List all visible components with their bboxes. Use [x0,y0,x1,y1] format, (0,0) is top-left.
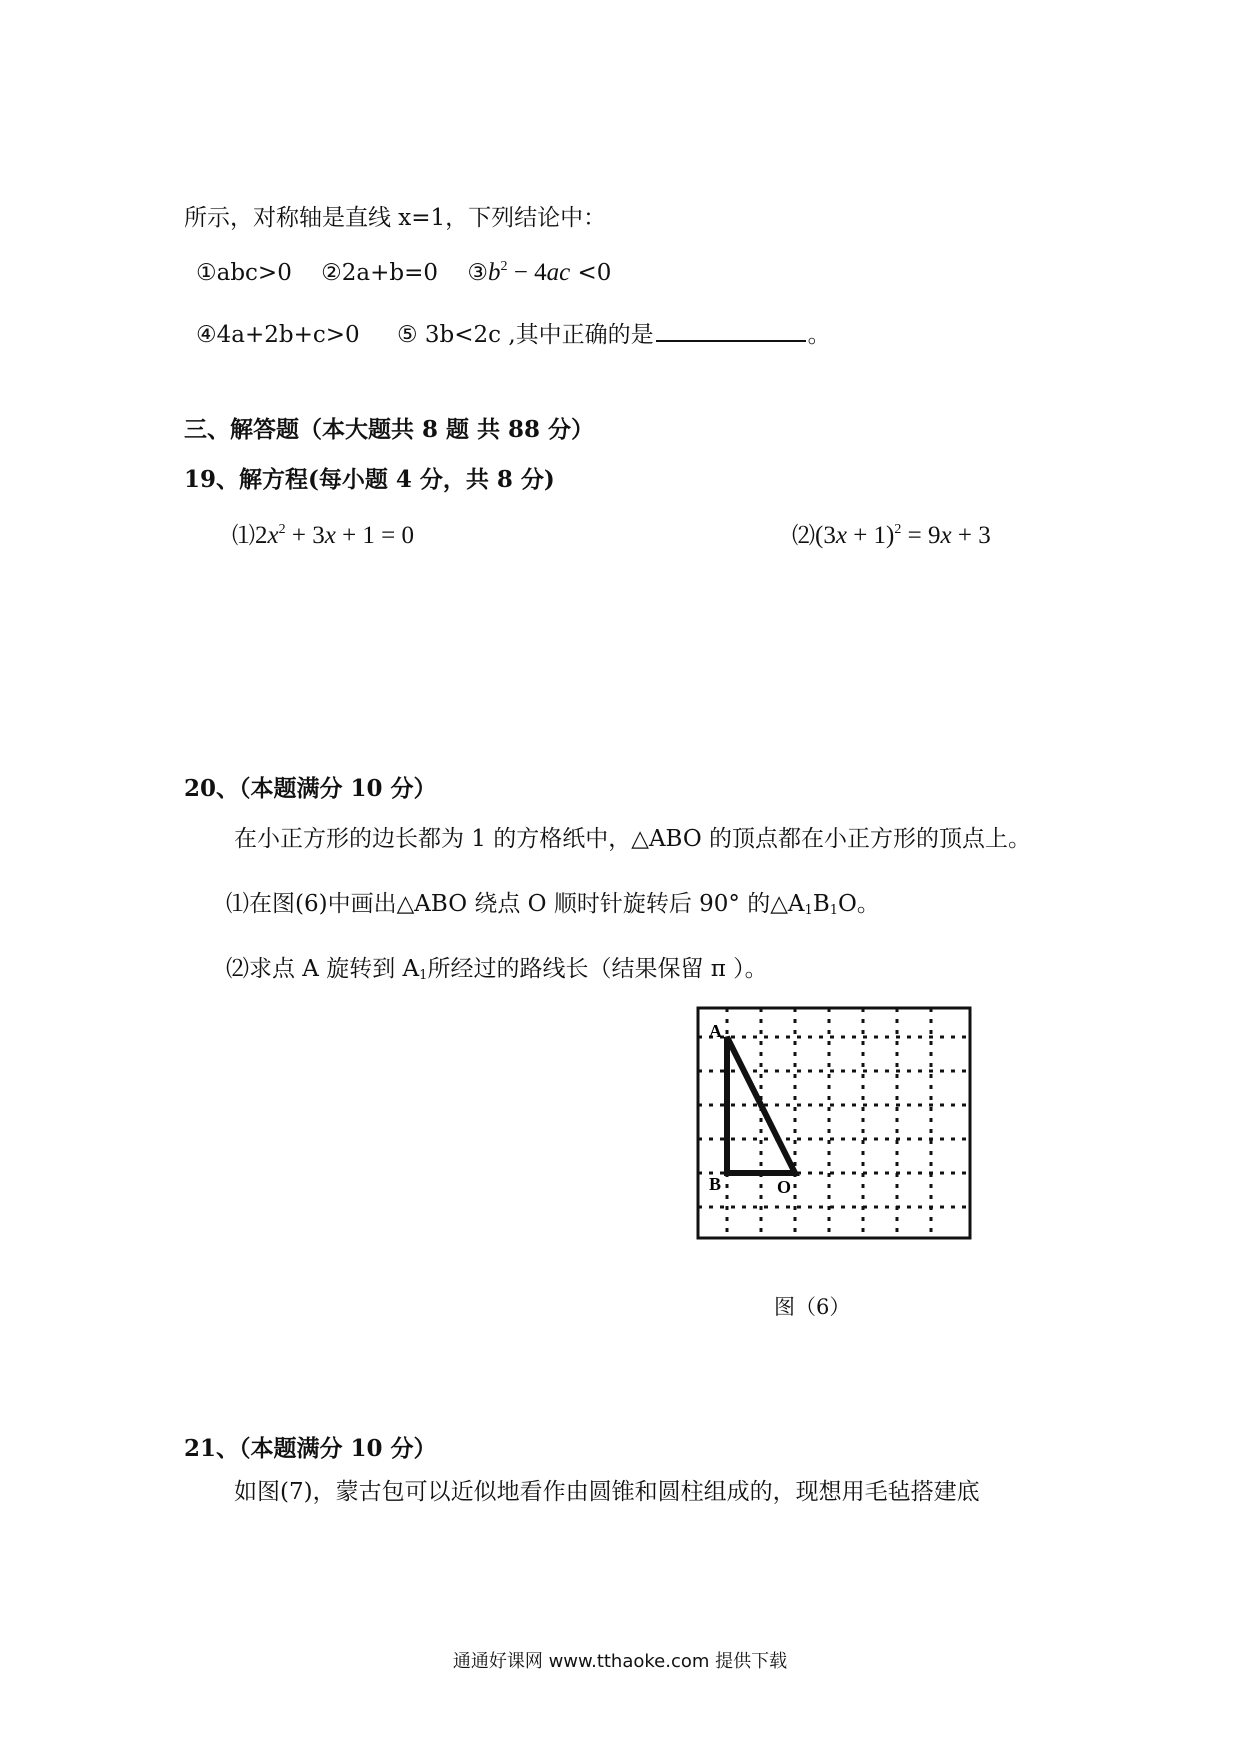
term: (3 [815,522,836,549]
coef: 2 [255,522,268,549]
part1-text: ⑴在图(6)中画出△ABO 绕点 O 顺时针旋转后 90° 的△A [226,891,805,917]
var-x: x [835,522,847,549]
q19-part1 [232,523,414,548]
var-ac: ac [546,259,571,286]
q20-part2 [226,958,768,981]
page-footer: 通通好课网 www.tthaoke.com 提供下载 [452,1651,788,1672]
answer-blank[interactable] [656,320,806,342]
grid-border [698,1008,970,1238]
section-3-heading: 三、解答题（本大题共 8 题 共 88 分） [184,416,595,443]
part1-text-b: B [812,891,830,917]
var-x: x [267,522,279,549]
var-x: x [940,522,952,549]
q18-line1-text: 所示，对称轴是直线 x=1，下列结论中： [184,205,607,231]
q18-options-row1 [196,260,611,285]
term: + 3 [285,522,325,549]
subscript: 1 [829,903,839,918]
option-3 [467,260,611,286]
option-1: ①abc>0 [196,260,292,286]
option-3-suffix: <0 [570,260,612,286]
term: = 9 [901,522,941,549]
q20-title: 20、（本题满分 10 分） [184,775,437,802]
q18-line1 [184,207,606,230]
q21-text: 如图(7)，蒙古包可以近似地看作由圆锥和圆柱组成的，现想用毛毡搭建底 [234,1479,980,1505]
part2-text-b: 所经过的路线长（结果保留 π ）。 [427,956,768,982]
part1-text-c: O。 [838,891,880,917]
var-b: b [487,259,501,286]
option-5: ⑤ 3b<2c ,其中正确的是 [396,322,654,348]
label-A: A [709,1021,722,1041]
option-4: ④4a+2b+c>0 [196,322,360,348]
option-2: ②2a+b=0 [321,260,439,286]
q19-part2 [792,523,991,548]
label-O: O [777,1177,792,1197]
figure-6-grid [696,1006,972,1240]
subscript: 1 [419,968,428,983]
option-3-marker: ③ [467,260,488,286]
figure-6-caption: 图（6） [774,1295,851,1319]
q19-title: 19、解方程(每小题 4 分，共 8 分) [184,466,555,493]
term: + 1 = 0 [335,522,415,549]
term: + 1) [846,522,895,549]
part2-text: ⑵求点 A 旋转到 A [226,956,420,982]
exponent: 2 [894,522,902,537]
q21-title: 21、（本题满分 10 分） [184,1435,437,1462]
exponent: 2 [500,259,508,274]
subscript: 1 [804,903,813,918]
option-5-end: 。 [807,322,831,348]
label-B: B [709,1174,722,1194]
term: + 3 [951,522,991,549]
part2-label: ⑵ [792,523,815,549]
q20-intro: 在小正方形的边长都为 1 的方格纸中，△ABO 的顶点都在小正方形的顶点上。 [234,826,1032,852]
q18-options-row2 [196,320,831,347]
var-x: x [324,522,336,549]
part1-label: ⑴ [232,523,255,549]
q20-part1 [226,893,880,916]
minus-four: − 4 [507,259,547,286]
exponent: 2 [278,522,286,537]
grid-dotted-lines [698,1008,970,1238]
